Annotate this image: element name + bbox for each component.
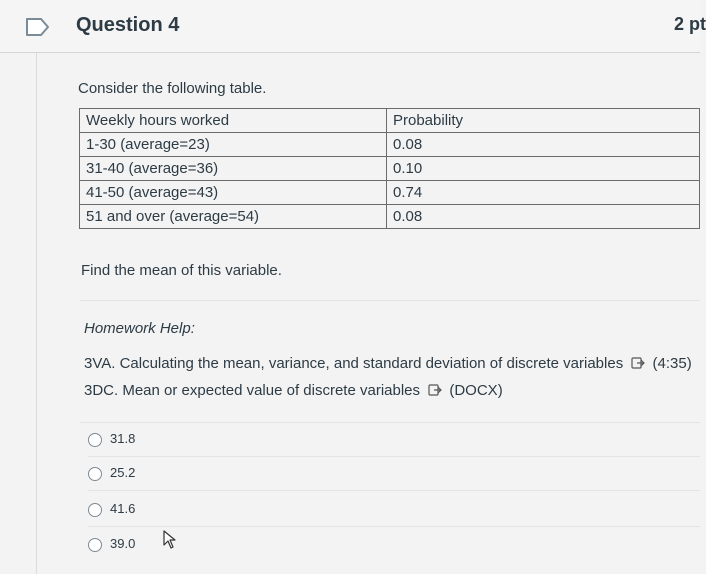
table-row — [80, 157, 700, 181]
mouse-cursor-icon — [163, 530, 177, 550]
answer-label[interactable]: 39.0 — [110, 536, 136, 551]
question-intro: Consider the following table. — [78, 80, 267, 97]
divider — [80, 300, 700, 301]
table-row — [80, 205, 700, 229]
link-suffix: (4:35) — [652, 355, 692, 372]
question-title: Question 4 — [76, 14, 180, 36]
answer-label[interactable]: 41.6 — [110, 501, 136, 516]
homework-help-link[interactable] — [84, 355, 692, 372]
answer-label[interactable]: 25.2 — [110, 465, 136, 480]
link-suffix: (DOCX) — [449, 382, 503, 399]
table-row — [80, 133, 700, 157]
answer-option[interactable] — [88, 424, 700, 457]
radio-button[interactable] — [88, 538, 102, 552]
link-text[interactable]: 3DC. Mean or expected value of discrete variables — [84, 382, 421, 399]
answer-option[interactable] — [88, 458, 700, 491]
homework-help-title: Homework Help: — [84, 320, 195, 337]
table-cell: 41-50 (average=43) — [80, 181, 387, 205]
table-cell: 31-40 (average=36) — [80, 157, 387, 181]
answer-option[interactable] — [88, 494, 700, 527]
answer-option[interactable] — [88, 529, 700, 561]
radio-button[interactable] — [88, 433, 102, 447]
probability-table — [79, 108, 700, 229]
divider — [80, 422, 700, 423]
table-header-row — [80, 109, 700, 133]
left-gutter — [0, 0, 37, 574]
table-header-cell: Weekly hours worked — [80, 109, 387, 133]
external-link-icon[interactable] — [428, 384, 442, 396]
external-link-icon[interactable] — [631, 357, 645, 369]
table-cell: 0.08 — [387, 133, 700, 157]
table-cell: 0.74 — [387, 181, 700, 205]
question-prompt: Find the mean of this variable. — [81, 262, 282, 279]
table-cell: 0.10 — [387, 157, 700, 181]
radio-button[interactable] — [88, 467, 102, 481]
table-cell: 51 and over (average=54) — [80, 205, 387, 229]
answer-label[interactable]: 31.8 — [110, 431, 136, 446]
question-points: 2 pt — [673, 14, 706, 34]
table-header-cell: Probability — [387, 109, 700, 133]
table-row — [80, 181, 700, 205]
question-header — [0, 0, 706, 53]
link-text[interactable]: 3VA. Calculating the mean, variance, and standard deviation of discrete variables — [84, 355, 624, 372]
table-cell: 1-30 (average=23) — [80, 133, 387, 157]
radio-button[interactable] — [88, 503, 102, 517]
flag-question-icon[interactable] — [24, 16, 52, 38]
table-cell: 0.08 — [387, 205, 700, 229]
homework-help-link[interactable] — [84, 382, 503, 399]
